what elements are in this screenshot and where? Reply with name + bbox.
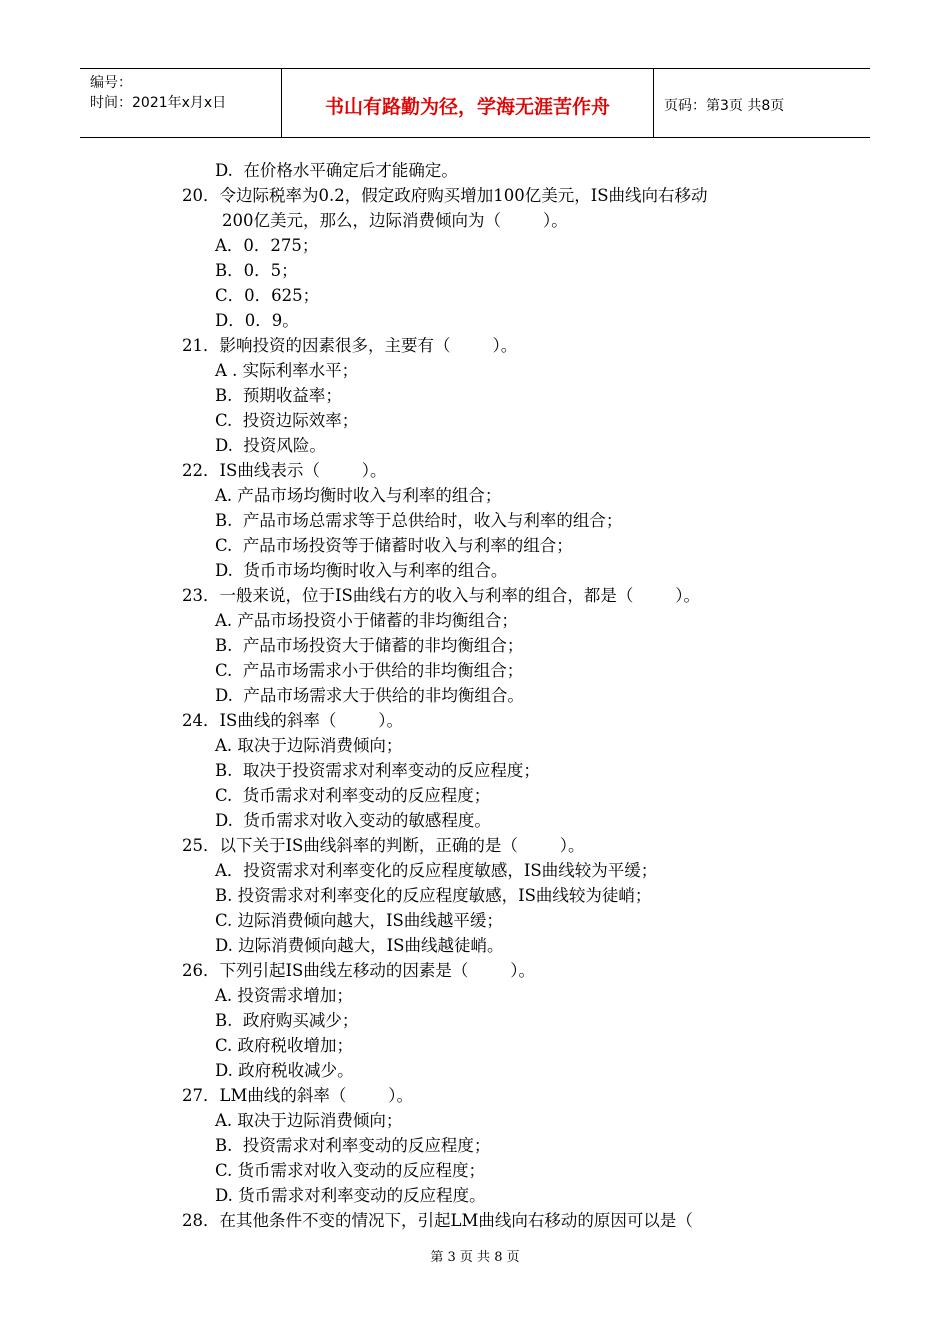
answer-option: B. 政府购买减少； [215, 1011, 359, 1030]
answer-option: C. 政府税收增加； [215, 1036, 354, 1055]
answer-option: D. 货币需求对利率变动的反应程度。 [215, 1186, 486, 1205]
page-header [80, 68, 870, 138]
answer-option: B．0．5； [215, 261, 298, 280]
answer-option: C. 产品市场投资等于储蓄时收入与利率的组合； [215, 536, 573, 555]
answer-option: D. 边际消费倾向越大，IS曲线越徒峭。 [215, 936, 504, 955]
answer-option: C. 货币需求对收入变动的反应程度； [215, 1161, 486, 1180]
answer-option: D. 产品市场需求大于供给的非均衡组合。 [215, 686, 524, 705]
answer-option: C. 货币需求对利率变动的反应程度； [215, 786, 491, 805]
answer-option: C. 产品市场需求小于供给的非均衡组合； [215, 661, 524, 680]
answer-option: A. 产品市场投资小于储蓄的非均衡组合； [215, 611, 518, 630]
answer-option: C．0．625； [215, 286, 320, 305]
question-text: 23．一般来说，位于IS曲线右方的收入与利率的组合，都是（ ）。 [182, 586, 701, 605]
header-meta [80, 69, 282, 137]
answer-option: B. 预期收益率； [215, 386, 342, 405]
answer-option: D. 政府税收减少。 [215, 1061, 354, 1080]
header-page-info: 页码：第3页 共8页 [664, 98, 785, 114]
answer-option: A．0．275； [215, 236, 319, 255]
answer-option: D. 货币需求对收入变动的敏感程度。 [215, 811, 491, 830]
answer-option: D. 在价格水平确定后才能确定。 [215, 161, 458, 180]
question-text: 20．令边际税率为0.2，假定政府购买增加100亿美元，IS曲线向右移动 [182, 186, 708, 205]
answer-option: A. 取决于边际消费倾向； [215, 736, 403, 755]
answer-option: B. 取决于投资需求对利率变动的反应程度； [215, 761, 540, 780]
answer-option: B. 产品市场总需求等于总供给时，收入与利率的组合； [215, 511, 623, 530]
answer-option: B. 投资需求对利率变化的反应程度敏感，IS曲线较为徒峭； [215, 886, 652, 905]
answer-option: A . 实际利率水平； [215, 361, 359, 380]
document-time-label: 时间：2021年x月x日 [90, 95, 227, 111]
answer-option: D. 投资风险。 [215, 436, 326, 455]
question-continuation: 200亿美元，那么，边际消费倾向为（ ）。 [222, 211, 568, 230]
question-text: 22．IS曲线表示（ ）。 [182, 461, 387, 480]
question-text: 28．在其他条件不变的情况下，引起LM曲线向右移动的原因可以是（ [182, 1211, 693, 1230]
question-text: 26．下列引起IS曲线左移动的因素是（ ）。 [182, 961, 536, 980]
answer-option: B. 投资需求对利率变动的反应程度； [215, 1136, 491, 1155]
question-text: 25．以下关于IS曲线斜率的判断，正确的是（ ）。 [182, 836, 585, 855]
answer-option: D．0．9。 [215, 311, 299, 330]
answer-option: B. 产品市场投资大于储蓄的非均衡组合； [215, 636, 524, 655]
question-text: 24．IS曲线的斜率（ ）。 [182, 711, 404, 730]
answer-option: C. 边际消费倾向越大，IS曲线越平缓； [215, 911, 503, 930]
question-text: 27．LM曲线的斜率（ ）。 [182, 1086, 414, 1105]
answer-option: D. 货币市场均衡时收入与利率的组合。 [215, 561, 508, 580]
page-footer: 第 3 页 共 8 页 [430, 1250, 520, 1265]
header-motto: 书山有路勤为径，学海无涯苦作舟 [282, 69, 654, 137]
document-number-label: 编号： [90, 75, 132, 91]
answer-option: A. 取决于边际消费倾向； [215, 1111, 403, 1130]
answer-option: A. 投资需求增加； [215, 986, 353, 1005]
question-text: 21．影响投资的因素很多，主要有（ ）。 [182, 336, 518, 355]
answer-option: A．投资需求对利率变化的反应程度敏感，IS曲线较为平缓； [215, 861, 658, 880]
answer-option: A. 产品市场均衡时收入与利率的组合； [215, 486, 502, 505]
answer-option: C. 投资边际效率； [215, 411, 359, 430]
